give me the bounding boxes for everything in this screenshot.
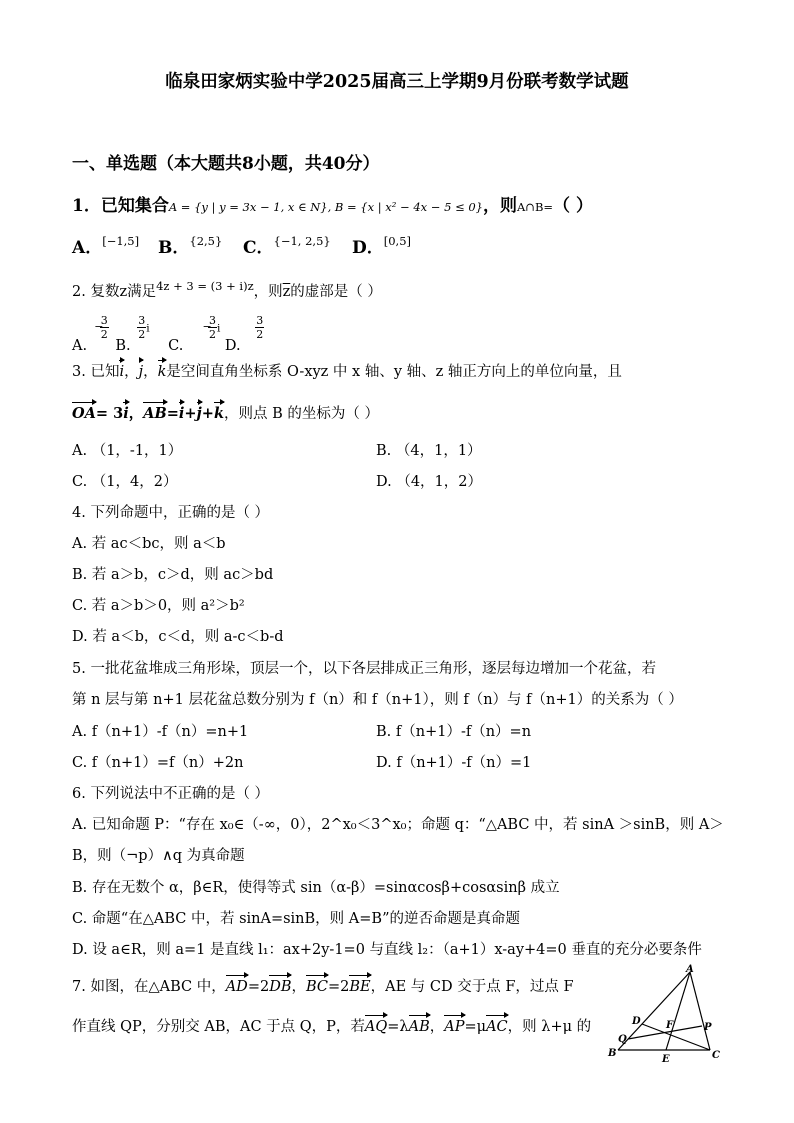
q4-option-a: A. 若 ac＜bc，则 a＜b (72, 536, 226, 552)
question-1 (72, 196, 593, 217)
q1-paren: （ ） (553, 196, 593, 216)
comma: ， (429, 1019, 445, 1035)
fraction-denominator: 2 (256, 328, 264, 341)
fraction-denominator: 2 (138, 328, 146, 341)
vector-ab: AB (408, 1019, 430, 1035)
fraction-numerator: 3 (208, 314, 216, 327)
q6-option-a-line-2: B，则（¬p）∧q 为真命题 (72, 848, 245, 864)
equals-2: =2 (247, 979, 270, 995)
fraction (137, 314, 146, 341)
q6-option-a-line-1: A. 已知命题 P：“存在 x₀∈（-∞，0），2^x₀＜3^x₀；命题 q：“△ABC 中，若 sinA ＞sinB，则 A＞ (72, 817, 724, 833)
option-value: [0,5] (383, 234, 412, 248)
q3-option-b: B. （4，1，1） (376, 443, 482, 459)
q5-option-a: A. f（n+1）-f（n）=n+1 (72, 724, 249, 740)
equals-lambda: =λ (387, 1019, 409, 1035)
q3-option-a: A. （1，-1，1） (72, 443, 183, 459)
q5-option-c: C. f（n+1）=f（n）+2n (72, 755, 244, 771)
q1-option-d (352, 234, 412, 259)
option-label: B． (158, 238, 190, 258)
q4-option-d: D. 若 a＜b，c＜d，则 a-c＜b-d (72, 629, 284, 645)
minus-sign: − (94, 320, 104, 333)
vector-i: i (178, 405, 185, 422)
question-7-line-2 (72, 1017, 591, 1037)
triangle-figure (604, 964, 754, 1064)
option-label: A． (72, 238, 103, 258)
vector-k: k (157, 364, 167, 380)
vector-j: j (138, 364, 144, 380)
q2-stem: 2. 复数z满足 (72, 284, 157, 300)
q1-sets-formula: A = {y | y = 3x − 1, x ∈ N}, B = {x | x² − 4x − 5 ≤ 0} (168, 200, 483, 214)
vector-oa: OA (72, 405, 96, 422)
q3-option-c: C. （1，4，2） (72, 474, 178, 490)
equals-mu: =μ (464, 1019, 487, 1035)
fraction-numerator: 3 (256, 314, 264, 327)
q3-stem: 3. 已知 (72, 364, 120, 380)
fraction (94, 314, 109, 341)
q4-option-c: C. 若 a＞b＞0，则 a²＞b² (72, 598, 245, 614)
fraction (202, 314, 217, 341)
q1-option-a (72, 234, 140, 259)
label-q: Q (618, 1034, 627, 1045)
option-value: [−1,5] (102, 234, 140, 248)
imaginary-unit: i (146, 322, 150, 335)
q2-formula: 4z + 3 = (3 + i)z (156, 279, 254, 293)
vector-j: j (196, 405, 202, 422)
q7-stem: ，则 λ+μ 的 (507, 1019, 592, 1035)
fraction-numerator: 3 (100, 314, 108, 327)
q5-option-b: B. f（n+1）-f（n）=n (376, 724, 532, 740)
q2-options (72, 314, 264, 354)
q3-option-d: D. （4，1，2） (376, 474, 483, 490)
fraction-numerator: 3 (138, 314, 146, 327)
q3-stem: ，则点 B 的坐标为（ ） (224, 406, 379, 422)
q1-option-b (158, 234, 223, 259)
question-6: 6. 下列说法中不正确的是（ ） (72, 786, 270, 802)
vector-aq: AQ (364, 1019, 388, 1035)
q1-option-c (243, 234, 331, 259)
label-p: P (704, 1022, 712, 1033)
q1-ask: A∩B= (517, 200, 554, 214)
q7-stem: ，AE 与 CD 交于点 F，过点 F (370, 979, 574, 995)
option-label: B. (115, 337, 131, 354)
q7-stem: 7. 如图，在△ABC 中， (72, 979, 226, 995)
q2-zbar: $\overline{z}$ (282, 284, 291, 300)
label-d: D (632, 1016, 641, 1027)
q1-then: ，则 (483, 196, 517, 216)
q3-stem: 是空间直角坐标系 O-xyz 中 x 轴、y 轴、z 轴正方向上的单位向量，且 (166, 364, 622, 380)
question-2 (72, 279, 382, 302)
option-label: D． (352, 238, 384, 258)
label-e: E (662, 1054, 670, 1064)
vector-be: BE (349, 979, 371, 995)
q7-stem: 作直线 QP，分别交 AB，AC 于点 Q，P，若 (72, 1019, 365, 1035)
option-value: {2,5} (189, 234, 223, 248)
comma: ， (291, 979, 306, 995)
fraction-denominator: 2 (100, 328, 108, 341)
q6-option-c: C. 命题“在△ABC 中，若 sinA=sinB，则 A=B”的逆否命题是真命题 (72, 911, 520, 927)
equals-sign: = (166, 405, 179, 422)
option-label: C. (168, 337, 184, 354)
vector-ap: AP (444, 1019, 465, 1035)
question-3-line-1: 3. 已知i，j，k是空间直角坐标系 O-xyz 中 x 轴、y 轴、z 轴正方向上的单位向量，且 (72, 364, 622, 380)
vector-k: k (213, 405, 224, 422)
section-heading: 一、单选题（本大题共8小题，共40分） (72, 154, 380, 174)
option-label: A. (72, 337, 88, 354)
plus-sign: + (201, 405, 214, 422)
vector-i: i (123, 405, 129, 422)
page-title: 临泉田家炳实验中学2025届高三上学期9月份联考数学试题 (165, 72, 629, 92)
question-4: 4. 下列命题中，正确的是（ ） (72, 505, 270, 521)
label-a: A (686, 964, 694, 975)
option-value: {−1, 2,5} (273, 234, 331, 248)
fraction-denominator: 2 (208, 328, 216, 341)
question-3-line-2: OA= 3i，AB=i+j+k，则点 B 的坐标为（ ） (72, 405, 379, 422)
label-c: C (712, 1050, 720, 1061)
plus-sign: + (184, 405, 197, 422)
equals-3: = 3 (95, 405, 124, 422)
question-5-line-1: 5. 一批花盆堆成三角形垛，顶层一个，以下各层排成正三角形，逐层每边增加一个花盆，若 (72, 661, 656, 677)
vector-ab: AB (143, 405, 167, 422)
q5-option-d: D. f（n+1）-f（n）=1 (376, 755, 532, 771)
vector-ad: AD (225, 979, 248, 995)
imaginary-unit: i (216, 322, 221, 335)
q6-option-d: D. 设 a∈R，则 a=1 是直线 l₁：ax+2y-1=0 与直线 l₂：（a+1）x-ay+4=0 垂直的充分必要条件 (72, 942, 702, 958)
q4-option-b: B. 若 a＞b，c＞d，则 ac＞bd (72, 567, 274, 583)
option-label: D. (224, 337, 241, 354)
label-b: B (608, 1048, 617, 1059)
vector-bc: BC (305, 979, 328, 995)
question-7-line-1 (72, 977, 574, 997)
side-ac (690, 972, 710, 1050)
q6-option-b: B. 存在无数个 α，β∈R，使得等式 sin（α-β）=sinαcosβ+cosαsinβ 成立 (72, 880, 560, 896)
q2-stem: ，则 (253, 284, 283, 300)
option-label: C． (243, 238, 274, 258)
question-5-line-2: 第 n 层与第 n+1 层花盆总数分别为 f（n）和 f（n+1），则 f（n）与 f（n+1）的关系为（ ） (72, 692, 683, 708)
vector-i: i (119, 364, 125, 380)
q2-stem: 的虚部是（ ） (290, 284, 382, 300)
q1-lead: 1．已知集合 (72, 196, 169, 216)
vector-ac: AC (486, 1019, 508, 1035)
vector-db: DB (269, 979, 292, 995)
segment-cd (642, 1024, 710, 1050)
minus-sign: − (202, 320, 212, 333)
fraction (255, 314, 264, 341)
equals-2: =2 (328, 979, 350, 995)
label-f: F (666, 1020, 674, 1031)
